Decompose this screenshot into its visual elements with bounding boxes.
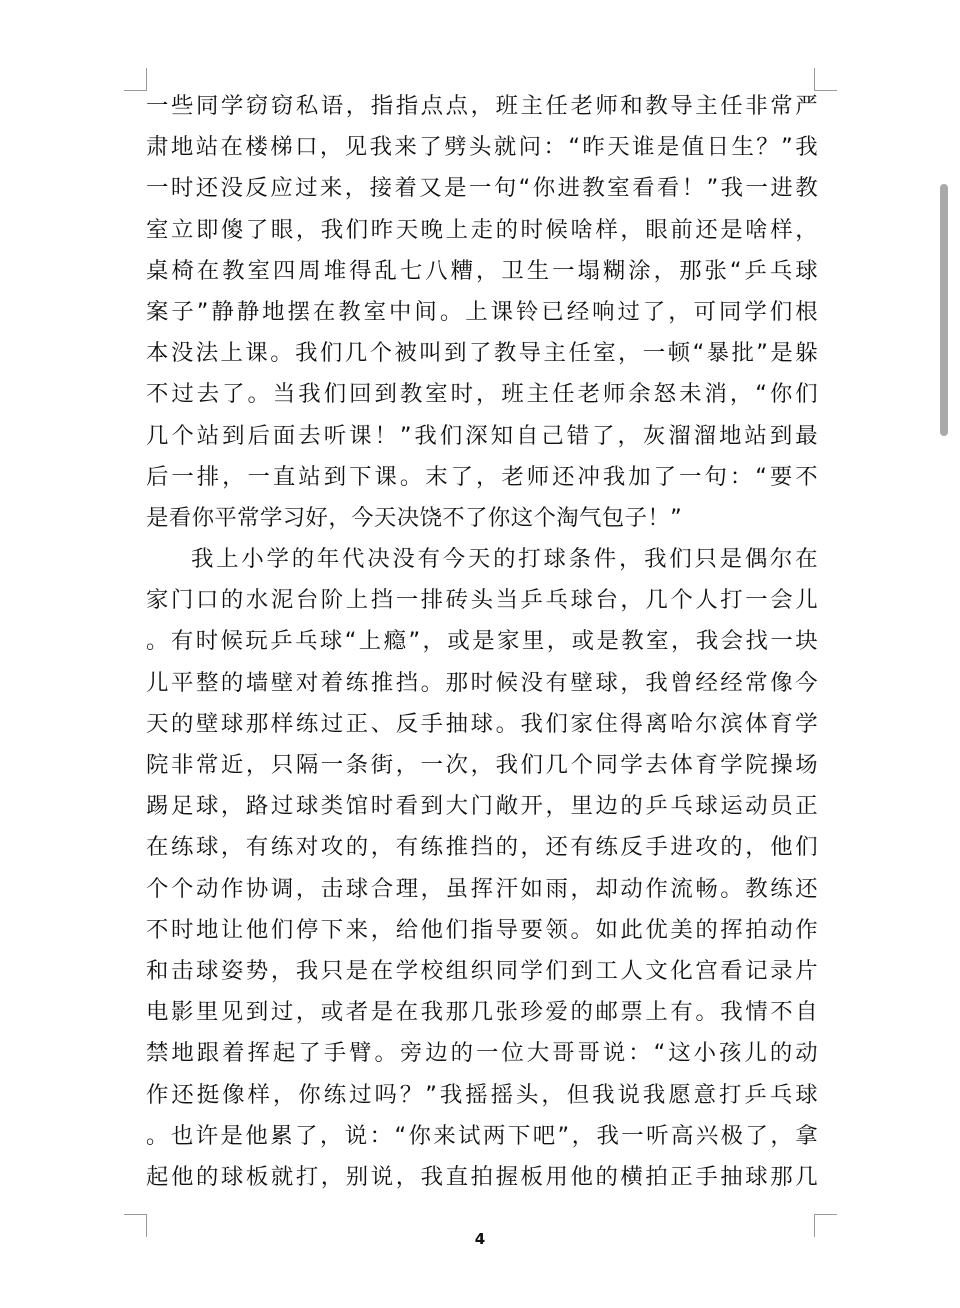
text-line: 和击球姿势，我只是在学校组织同学们到工人文化宫看记录片 (146, 957, 818, 984)
text-line: 电影里见到过，或者是在我那几张珍爱的邮票上有。我情不自 (146, 999, 818, 1026)
text-line: 院非常近，只隔一条街，一次，我们几个同学去体育学院操场 (146, 752, 818, 778)
document-body (146, 86, 818, 1198)
text-line: 儿平整的墙壁对着练推挡。那时候没有壁球，我曾经经常像今 (146, 669, 818, 696)
text-line: 不过去了。当我们回到教室时，班主任老师余怒未消，“你们 (146, 381, 818, 408)
text-line: 禁地跟着挥起了手臂。旁边的一位大哥哥说：“这小孩儿的动 (146, 1040, 818, 1067)
text-line: 。有时候玩乒乓球“上瘾”，或是家里，或是教室，我会找一块 (146, 628, 818, 655)
text-line: 一些同学窃窃私语，指指点点，班主任老师和教导主任非常严 (146, 93, 818, 119)
text-line-paragraph-start: 我上小学的年代决没有今天的打球条件，我们只是偶尔在 (191, 546, 818, 573)
text-line: 个个动作协调，击球合理，虽挥汗如雨，却动作流畅。教练还 (146, 875, 818, 902)
text-line: 桌椅在教室四周堆得乱七八糟，卫生一塌糊涂，那张“乒乓球 (146, 257, 818, 284)
text-line: 天的壁球那样练过正、反手抽球。我们家住得离哈尔滨体育学 (146, 710, 818, 737)
text-line: 不时地让他们停下来，给他们指导要领。如此优美的挥拍动作 (146, 916, 818, 943)
text-line: 。也许是他累了，说：“你来试两下吧”，我一听高兴极了，拿 (146, 1122, 818, 1149)
text-line: 室立即傻了眼，我们昨天晚上走的时候啥样，眼前还是啥样， (146, 216, 818, 243)
text-line: 作还挺像样，你练过吗？”我摇摇头，但我说我愿意打乒乓球 (146, 1081, 818, 1108)
text-line: 起他的球板就打，别说，我直拍握板用他的横拍正手抽球那几 (146, 1163, 818, 1190)
text-line: 本没法上课。我们几个被叫到了教导主任室，一顿“暴批”是躲 (146, 340, 818, 367)
text-line: 肃地站在楼梯口，见我来了劈头就问：“昨天谁是值日生？”我 (146, 134, 818, 161)
text-line: 几个站到后面去听课！”我们深知自己错了，灰溜溜地站到最 (146, 422, 818, 449)
text-line: 踢足球，路过球类馆时看到大门敞开，里边的乒乓球运动员正 (146, 793, 818, 820)
text-line: 在练球，有练对攻的，有练推挡的，还有练反手进攻的，他们 (146, 834, 818, 861)
text-line: 一时还没反应过来，接着又是一句“你进教室看看！”我一进教 (146, 175, 818, 202)
text-line: 后一排，一直站到下课。末了，老师还冲我加了一句：“要不 (146, 463, 818, 490)
text-line: 家门口的水泥台阶上挡一排砖头当乒乓球台，几个人打一会儿 (146, 587, 818, 614)
vertical-scrollbar-thumb[interactable] (940, 184, 948, 436)
page-number: 4 (474, 1230, 486, 1248)
text-line: 案子”静静地摆在教室中间。上课铃已经响过了，可同学们根 (146, 298, 818, 325)
text-line-paragraph-end: 是看你平常学习好，今天决饶不了你这个淘气包子！” (146, 504, 683, 531)
crop-mark-top-left (124, 68, 147, 91)
